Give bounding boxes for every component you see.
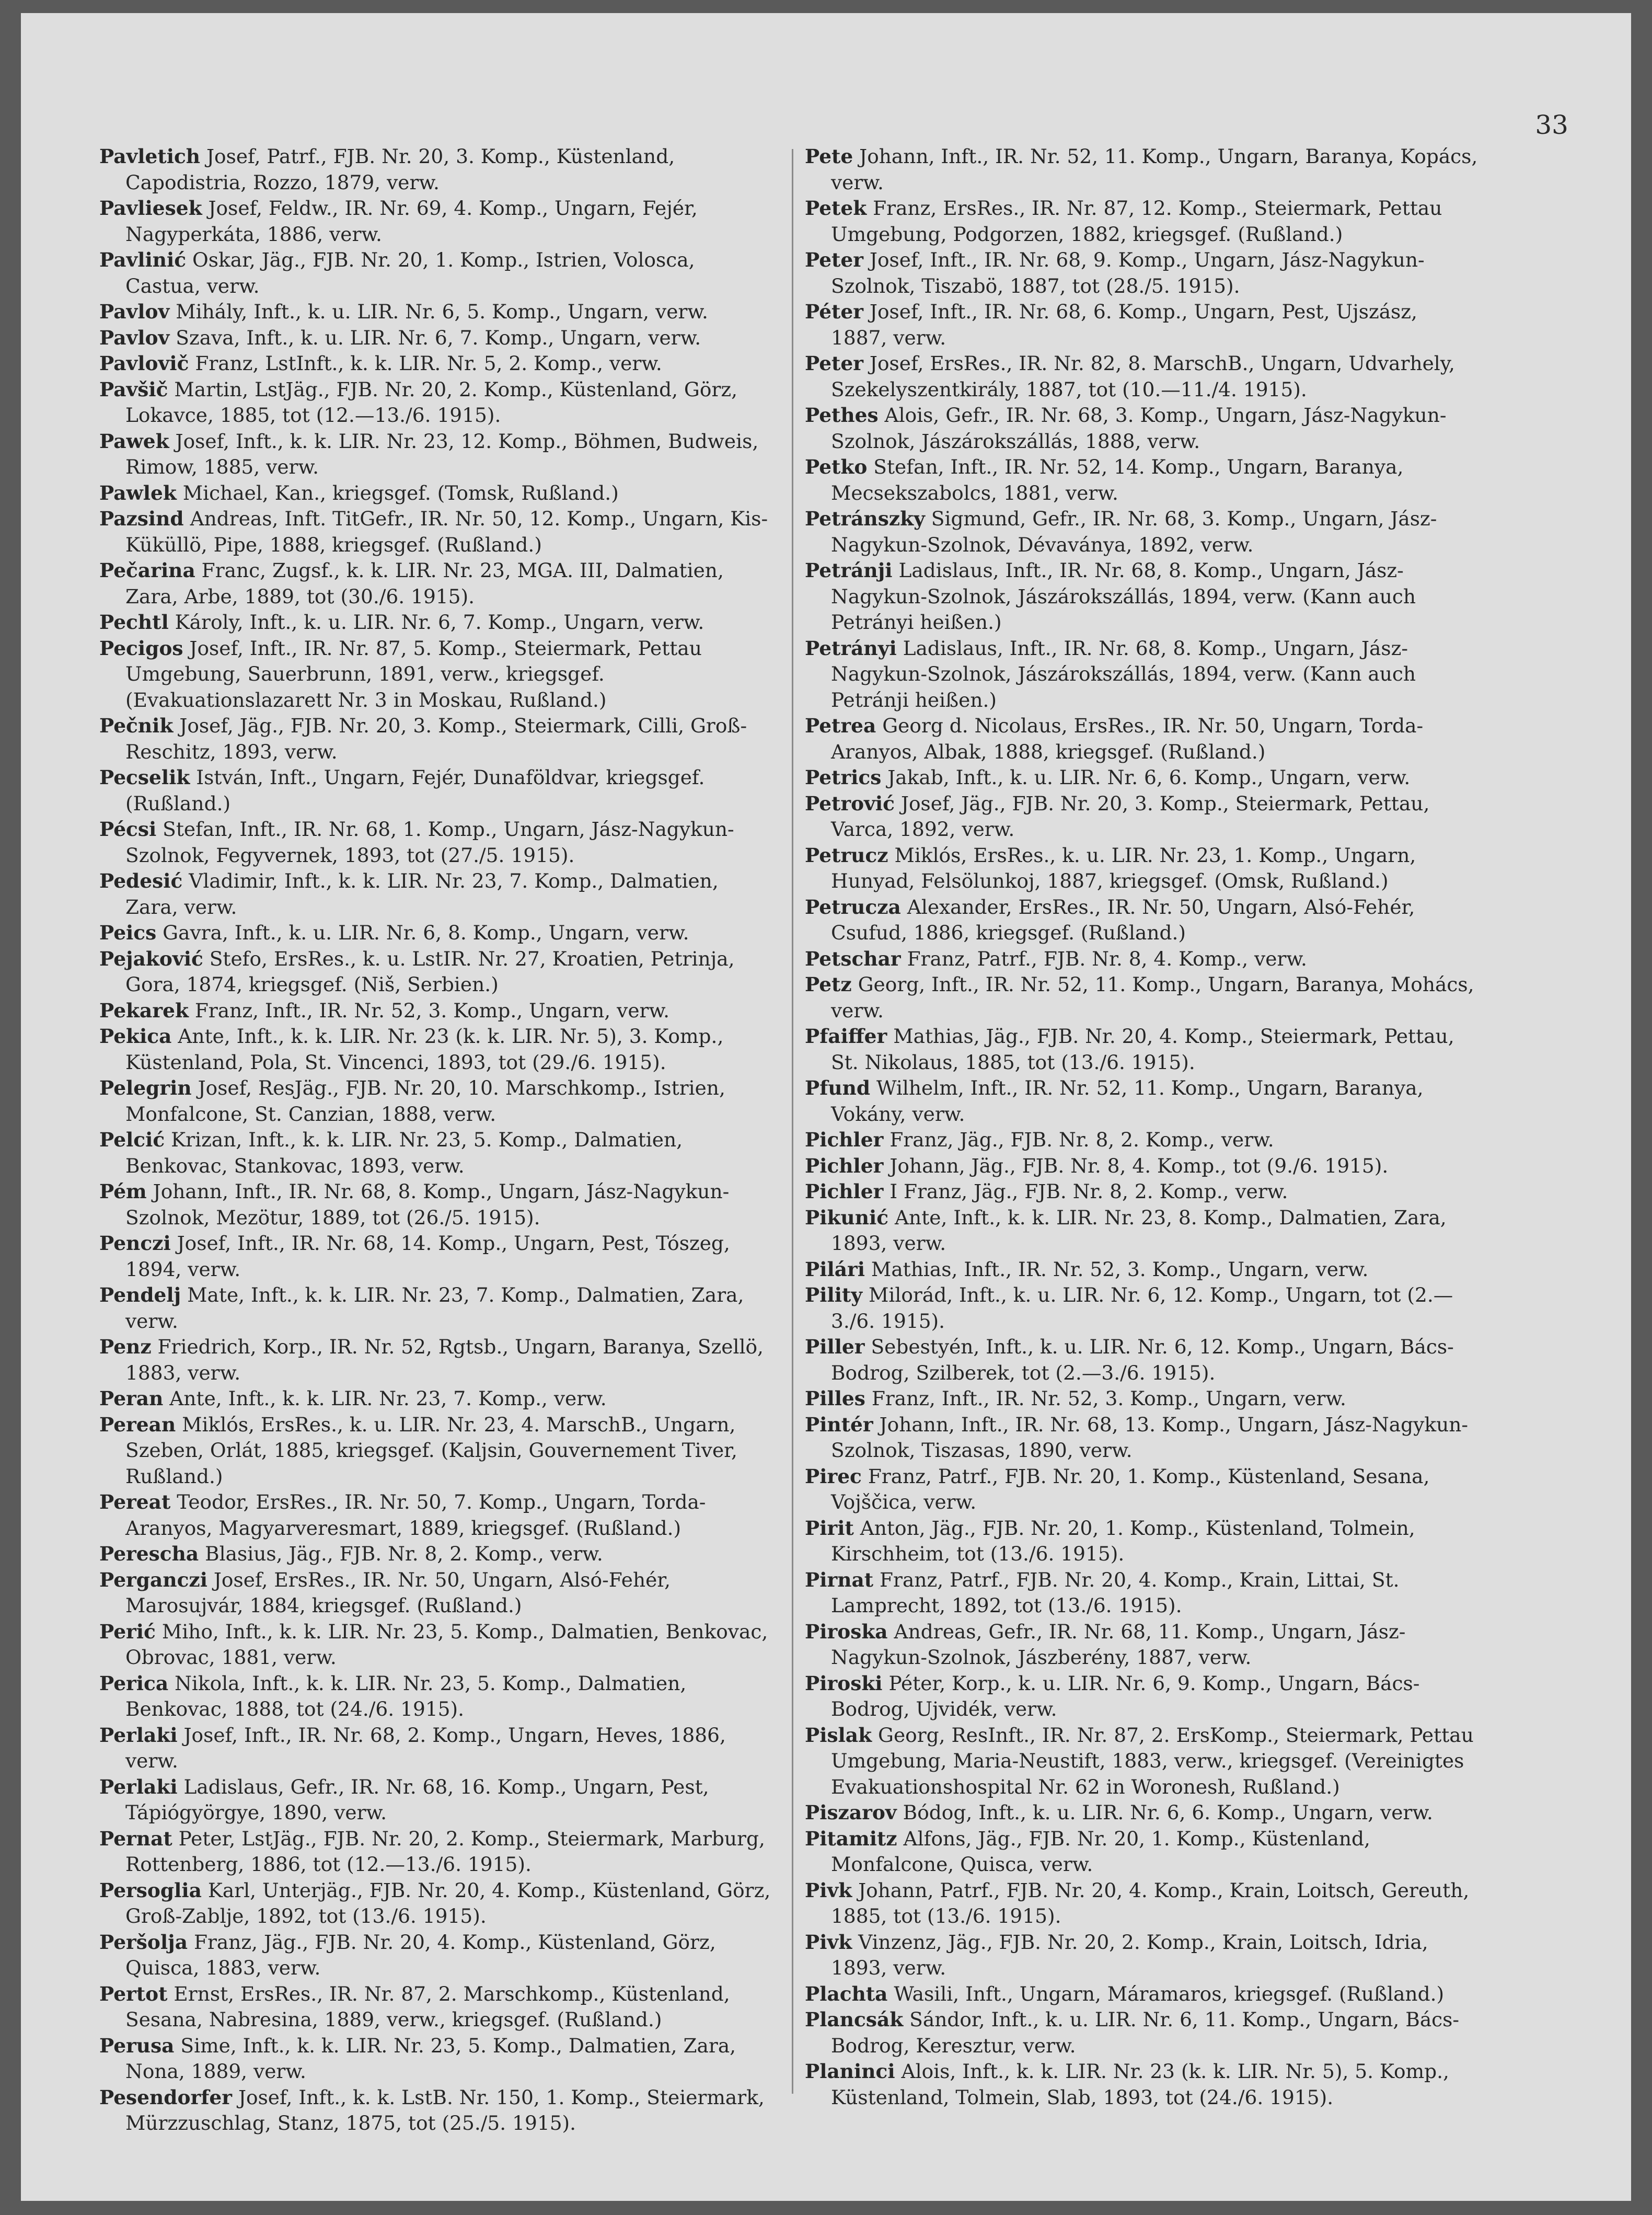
entry-surname: Pekica xyxy=(99,1025,172,1048)
list-item xyxy=(99,299,773,325)
list-item xyxy=(805,558,1479,636)
list-item xyxy=(99,1179,773,1231)
entry-details: Josef, Inft., IR. Nr. 87, 5. Komp., Steiermark, Pettau Umgebung, Sauerbrunn, 1891, verw., kriegsgef. (Evakuationslazarett Nr. 3 in Moskau, Rußland.) xyxy=(125,636,702,711)
entry-details: Wasili, Inft., Ungarn, Máramaros, kriegsgef. (Rußland.) xyxy=(894,1982,1445,2005)
entry-surname: Pendelj xyxy=(99,1283,181,1306)
list-item xyxy=(805,1878,1479,1930)
entry-surname: Pécsi xyxy=(99,818,157,841)
entry-details: Sebestyén, Inft., k. u. LIR. Nr. 6, 12. Komp., Ungarn, Bács-Bodrog, Szilberek, tot (2.—3./6. 1915). xyxy=(831,1335,1454,1384)
list-item xyxy=(99,377,773,429)
list-item xyxy=(805,1386,1479,1412)
entry-details: Alois, Gefr., IR. Nr. 68, 3. Komp., Ungarn, Jász-Nagykun-Szolnok, Jászárokszállás, 1888, verw. xyxy=(831,404,1447,453)
entry-details: Georg, Inft., IR. Nr. 52, 11. Komp., Ungarn, Baranya, Mohács, verw. xyxy=(831,973,1474,1022)
entry-details: I Franz, Jäg., FJB. Nr. 8, 2. Komp., verw. xyxy=(889,1180,1288,1203)
list-item xyxy=(99,946,773,998)
list-item xyxy=(99,817,773,868)
entry-surname: Perusa xyxy=(99,2034,175,2057)
entry-surname: Pedesić xyxy=(99,869,183,892)
list-item xyxy=(805,299,1479,351)
entry-details: Sándor, Inft., k. u. LIR. Nr. 6, 11. Komp., Ungarn, Bács-Bodrog, Keresztur, verw. xyxy=(831,2008,1460,2057)
list-item xyxy=(99,1878,773,1930)
list-item xyxy=(805,946,1479,972)
list-item xyxy=(805,1981,1479,2007)
list-item xyxy=(99,429,773,480)
entry-surname: Pečnik xyxy=(99,714,174,737)
list-item xyxy=(99,247,773,299)
list-item xyxy=(805,972,1479,1024)
entry-details: Károly, Inft., k. u. LIR. Nr. 6, 7. Komp., Ungarn, verw. xyxy=(175,611,704,634)
entry-details: Josef, Patrf., FJB. Nr. 20, 3. Komp., Küstenland, Capodistria, Rozzo, 1879, verw. xyxy=(125,145,675,194)
entry-surname: Pfaiffer xyxy=(805,1025,887,1048)
list-item xyxy=(99,2033,773,2085)
entry-details: Josef, Inft., k. k. LstB. Nr. 150, 1. Komp., Steiermark, Mürzzuschlag, Stanz, 1875, tot (25./5. 1915). xyxy=(125,2085,765,2134)
entry-details: Sigmund, Gefr., IR. Nr. 68, 3. Komp., Ungarn, Jász-Nagykun-Szolnok, Dévaványa, 1892, verw. xyxy=(831,507,1437,556)
entry-details: Peter, LstJäg., FJB. Nr. 20, 2. Komp., Steiermark, Marburg, Rottenberg, 1886, tot (12.—13./6. 1915). xyxy=(125,1827,765,1876)
list-item xyxy=(805,1464,1479,1516)
list-item xyxy=(99,558,773,610)
entry-surname: Pecselik xyxy=(99,766,190,789)
list-item xyxy=(99,1826,773,1878)
list-item xyxy=(99,1231,773,1282)
entry-details: Krizan, Inft., k. k. LIR. Nr. 23, 5. Komp., Dalmatien, Benkovac, Stankovac, 1893, verw. xyxy=(125,1128,683,1177)
list-item xyxy=(99,998,773,1024)
entry-details: Friedrich, Korp., IR. Nr. 52, Rgtsb., Ungarn, Baranya, Szellö, 1883, verw. xyxy=(125,1335,764,1384)
entry-surname: Petránji xyxy=(805,559,893,582)
list-item xyxy=(99,713,773,765)
entry-details: Johann, Patrf., FJB. Nr. 20, 4. Komp., Krain, Loitsch, Gereuth, 1885, tot (13./6. 1915). xyxy=(831,1878,1470,1927)
list-item xyxy=(805,1930,1479,1981)
entry-surname: Pecigos xyxy=(99,636,183,660)
entry-details: Ladislaus, Inft., IR. Nr. 68, 8. Komp., Ungarn, Jász-Nagykun-Szolnok, Jászárokszállás, 1894, verw. (Kann auch Petránji heißen.) xyxy=(831,636,1416,711)
entry-surname: Pichler xyxy=(805,1128,884,1151)
list-item xyxy=(805,1412,1479,1464)
list-item xyxy=(805,506,1479,558)
list-item xyxy=(99,351,773,377)
entry-details: Ernst, ErsRes., IR. Nr. 87, 2. Marschkomp., Küstenland, Sesana, Nabresina, 1889, verw., kriegsgef. (Rußland.) xyxy=(125,1982,730,2031)
entry-surname: Pawek xyxy=(99,429,169,453)
entry-surname: Pete xyxy=(805,145,853,168)
entry-details: Miklós, ErsRes., k. u. LIR. Nr. 23, 1. Komp., Ungarn, Hunyad, Felsölunkoj, 1887, kriegsgef. (Omsk, Rußland.) xyxy=(831,843,1416,892)
entry-surname: Pernat xyxy=(99,1827,172,1850)
entry-details: Karl, Unterjäg., FJB. Nr. 20, 4. Komp., Küstenland, Görz, Groß-Zablje, 1892, tot (13./6. 1915). xyxy=(125,1878,771,1927)
entry-surname: Pechtl xyxy=(99,611,169,634)
list-item xyxy=(99,1981,773,2033)
list-item xyxy=(805,1671,1479,1723)
entry-details: Alfons, Jäg., FJB. Nr. 20, 1. Komp., Küstenland, Monfalcone, Quisca, verw. xyxy=(831,1827,1370,1876)
entry-surname: Pavlinić xyxy=(99,248,187,271)
list-item xyxy=(99,1282,773,1334)
entry-details: Anton, Jäg., FJB. Nr. 20, 1. Komp., Küstenland, Tolmein, Kirschheim, tot (13./6. 1915). xyxy=(831,1516,1415,1565)
list-item xyxy=(805,1075,1479,1127)
entry-surname: Pivk xyxy=(805,1930,852,1954)
entry-surname: Perica xyxy=(99,1671,169,1695)
entry-details: Josef, Jäg., FJB. Nr. 20, 3. Komp., Steiermark, Cilli, Groß-Reschitz, 1893, verw. xyxy=(125,714,747,763)
entry-surname: Petrics xyxy=(805,766,882,789)
entry-details: Georg, ResInft., IR. Nr. 87, 2. ErsKomp., Steiermark, Pettau Umgebung, Maria-Neustift, 1883, verw., kriegsgef. (Vereinigtes Evakuationshospital Nr. 62 in Woronesh, Rußland.) xyxy=(831,1723,1474,1798)
left-column xyxy=(99,144,773,2137)
list-item xyxy=(99,144,773,196)
list-item xyxy=(99,636,773,714)
document-page xyxy=(21,13,1631,2201)
list-item xyxy=(99,610,773,636)
list-item xyxy=(99,1127,773,1179)
entry-details: Oskar, Jäg., FJB. Nr. 20, 1. Komp., Istrien, Volosca, Castua, verw. xyxy=(125,248,695,297)
list-item xyxy=(99,1024,773,1075)
entry-details: Franz, ErsRes., IR. Nr. 87, 12. Komp., Steiermark, Pettau Umgebung, Podgorzen, 1882, kriegsgef. (Rußland.) xyxy=(831,197,1442,246)
entry-surname: Petz xyxy=(805,973,852,996)
entry-details: Mathias, Inft., IR. Nr. 52, 3. Komp., Ungarn, verw. xyxy=(871,1257,1369,1281)
entry-surname: Pethes xyxy=(805,404,879,427)
entry-surname: Petschar xyxy=(805,947,901,970)
list-item xyxy=(99,1671,773,1723)
list-item xyxy=(805,144,1479,196)
entry-surname: Pečarina xyxy=(99,559,195,582)
entry-details: Gavra, Inft., k. u. LIR. Nr. 6, 8. Komp., Ungarn, verw. xyxy=(163,921,689,944)
entry-surname: Pelcić xyxy=(99,1128,165,1151)
entry-details: Jakab, Inft., k. u. LIR. Nr. 6, 6. Komp., Ungarn, verw. xyxy=(887,766,1411,789)
column-divider xyxy=(792,149,793,2094)
entry-details: Ante, Inft., k. k. LIR. Nr. 23 (k. k. LIR. Nr. 5), 3. Komp., Küstenland, Pola, St. Vincenci, 1893, tot (29./6. 1915). xyxy=(125,1025,724,1074)
entry-surname: Pitamitz xyxy=(805,1827,897,1850)
entry-details: Stefo, ErsRes., k. u. LstIR. Nr. 27, Kroatien, Petrinja, Gora, 1874, kriegsgef. (Niš, Serbien.) xyxy=(125,947,735,996)
entry-surname: Pém xyxy=(99,1180,147,1203)
entry-details: Teodor, ErsRes., IR. Nr. 50, 7. Komp., Ungarn, Torda-Aranyos, Magyarveresmart, 1889, kriegsgef. (Rußland.) xyxy=(125,1490,706,1540)
entry-details: Andreas, Gefr., IR. Nr. 68, 11. Komp., Ungarn, Jász-Nagykun-Szolnok, Jászberény, 1887, verw. xyxy=(831,1620,1406,1669)
entry-surname: Petrea xyxy=(805,714,876,737)
entry-details: Miho, Inft., k. k. LIR. Nr. 23, 5. Komp., Dalmatien, Benkovac, Obrovac, 1881, verw. xyxy=(125,1620,768,1669)
entry-surname: Perean xyxy=(99,1413,176,1436)
entry-surname: Pilári xyxy=(805,1257,865,1281)
entry-details: Johann, Inft., IR. Nr. 52, 11. Komp., Ungarn, Baranya, Kopács, verw. xyxy=(831,145,1478,194)
entry-details: Josef, Inft., IR. Nr. 68, 6. Komp., Ungarn, Pest, Ujszász, 1887, verw. xyxy=(831,300,1417,349)
list-item xyxy=(99,1567,773,1619)
entry-surname: Pichler xyxy=(805,1154,884,1177)
list-item xyxy=(805,247,1479,299)
entry-details: Péter, Korp., k. u. LIR. Nr. 6, 9. Komp., Ungarn, Bács-Bodrog, Ujvidék, verw. xyxy=(831,1671,1420,1720)
entry-surname: Pavlov xyxy=(99,300,170,323)
entry-surname: Plachta xyxy=(805,1982,888,2005)
list-item xyxy=(805,351,1479,403)
entry-details: Sime, Inft., k. k. LIR. Nr. 23, 5. Komp., Dalmatien, Zara, Nona, 1889, verw. xyxy=(125,2034,736,2083)
list-item xyxy=(805,454,1479,506)
list-item xyxy=(99,1541,773,1567)
entry-details: Andreas, Inft. TitGefr., IR. Nr. 50, 12. Komp., Ungarn, Kis-Küküllö, Pipe, 1888, kriegsgef. (Rußland.) xyxy=(125,507,768,556)
entry-surname: Pintér xyxy=(805,1413,873,1436)
entry-surname: Pelegrin xyxy=(99,1076,192,1099)
entry-details: Josef, ErsRes., IR. Nr. 82, 8. MarschB., Ungarn, Udvarhely, Szekelyszentkirály, 1887, tot (10.—11./4. 1915). xyxy=(831,352,1455,401)
entry-details: Nikola, Inft., k. k. LIR. Nr. 23, 5. Komp., Dalmatien, Benkovac, 1888, tot (24./6. 1915). xyxy=(125,1671,687,1720)
list-item xyxy=(805,1024,1479,1075)
entry-details: Franz, Patrf., FJB. Nr. 20, 1. Komp., Küstenland, Sesana, Vojščica, verw. xyxy=(831,1464,1430,1513)
entry-surname: Pesendorfer xyxy=(99,2085,233,2109)
list-item xyxy=(805,1282,1479,1334)
entry-surname: Pirit xyxy=(805,1516,854,1540)
entry-details: Franz, LstInft., k. k. LIR. Nr. 5, 2. Komp., verw. xyxy=(195,352,662,375)
entry-surname: Persoglia xyxy=(99,1878,202,1902)
entry-details: Ladislaus, Gefr., IR. Nr. 68, 16. Komp., Ungarn, Pest, Tápiógyörgye, 1890, verw. xyxy=(125,1775,709,1824)
list-item xyxy=(99,1930,773,1981)
entry-details: Vladimir, Inft., k. k. LIR. Nr. 23, 7. Komp., Dalmatien, Zara, verw. xyxy=(125,869,719,919)
entry-surname: Pikunić xyxy=(805,1206,889,1229)
list-item xyxy=(99,1489,773,1541)
list-item xyxy=(805,2059,1479,2110)
list-item xyxy=(805,843,1479,894)
entry-details: István, Inft., Ungarn, Fejér, Dunaföldvar, kriegsgef. (Rußland.) xyxy=(125,766,705,815)
list-item xyxy=(99,868,773,920)
entry-surname: Piroski xyxy=(805,1671,883,1695)
entry-surname: Perić xyxy=(99,1620,156,1643)
entry-details: Franz, Jäg., FJB. Nr. 20, 4. Komp., Küstenland, Görz, Quisca, 1883, verw. xyxy=(125,1930,716,1979)
entry-surname: Pekarek xyxy=(99,999,189,1022)
entry-surname: Plancsák xyxy=(805,2008,904,2031)
entry-surname: Penz xyxy=(99,1335,152,1358)
entry-details: Alois, Inft., k. k. LIR. Nr. 23 (k. k. LIR. Nr. 5), 5. Komp., Küstenland, Tolmein, Slab, 1893, tot (24./6. 1915). xyxy=(831,2060,1449,2109)
entry-details: Michael, Kan., kriegsgef. (Tomsk, Rußland.) xyxy=(182,481,619,504)
list-item xyxy=(99,506,773,558)
entry-surname: Pichler xyxy=(805,1180,884,1203)
list-item xyxy=(99,920,773,946)
entry-surname: Petrucz xyxy=(805,843,888,867)
entry-surname: Pavšič xyxy=(99,377,168,401)
list-item xyxy=(805,1205,1479,1257)
list-item xyxy=(805,1334,1479,1386)
entry-details: Franc, Zugsf., k. k. LIR. Nr. 23, MGA. III, Dalmatien, Zara, Arbe, 1889, tot (30./6. 1915). xyxy=(125,559,724,608)
entry-surname: Pawlek xyxy=(99,481,177,504)
entry-surname: Pertot xyxy=(99,1982,168,2005)
entry-details: Franz, Jäg., FJB. Nr. 8, 2. Komp., verw. xyxy=(889,1128,1274,1151)
entry-surname: Petrucza xyxy=(805,895,901,919)
entry-details: Josef, Inft., IR. Nr. 68, 2. Komp., Ungarn, Heves, 1886, verw. xyxy=(125,1723,726,1772)
entry-details: Franz, Patrf., FJB. Nr. 20, 4. Komp., Krain, Littai, St. Lamprecht, 1892, tot (13./6. 1915). xyxy=(831,1568,1400,1617)
entry-details: Blasius, Jäg., FJB. Nr. 8, 2. Komp., verw. xyxy=(205,1542,603,1565)
list-item xyxy=(99,1386,773,1412)
entry-surname: Petko xyxy=(805,455,868,478)
entry-details: Franz, Inft., IR. Nr. 52, 3. Komp., Ungarn, verw. xyxy=(871,1387,1346,1410)
entry-details: Josef, Inft., k. k. LIR. Nr. 23, 12. Komp., Böhmen, Budweis, Rimow, 1885, verw. xyxy=(125,429,759,478)
entry-details: Milorád, Inft., k. u. LIR. Nr. 6, 12. Komp., Ungarn, tot (2.—3./6. 1915). xyxy=(831,1283,1453,1333)
entry-surname: Perganczi xyxy=(99,1568,207,1591)
list-item xyxy=(99,1723,773,1774)
list-item xyxy=(805,1153,1479,1179)
entry-surname: Peter xyxy=(805,248,863,271)
entry-details: Vinzenz, Jäg., FJB. Nr. 20, 2. Komp., Krain, Loitsch, Idria, 1893, verw. xyxy=(831,1930,1428,1979)
entry-surname: Peršolja xyxy=(99,1930,188,1954)
entry-surname: Pirnat xyxy=(805,1568,874,1591)
list-item xyxy=(805,1179,1479,1205)
entry-details: Stefan, Inft., IR. Nr. 52, 14. Komp., Ungarn, Baranya, Mecsekszabolcs, 1881, verw. xyxy=(831,455,1404,504)
entry-surname: Petek xyxy=(805,197,867,220)
entry-details: Bódog, Inft., k. u. LIR. Nr. 6, 6. Komp., Ungarn, verw. xyxy=(903,1801,1433,1824)
entry-surname: Planinci xyxy=(805,2060,895,2083)
list-item xyxy=(99,480,773,507)
entry-details: Stefan, Inft., IR. Nr. 68, 1. Komp., Ungarn, Jász-Nagykun-Szolnok, Fegyvernek, 1893, tot (27./5. 1915). xyxy=(125,818,734,867)
entry-surname: Piller xyxy=(805,1335,865,1358)
entry-details: Josef, Jäg., FJB. Nr. 20, 3. Komp., Steiermark, Pettau, Varca, 1892, verw. xyxy=(831,791,1430,841)
list-item xyxy=(805,196,1479,247)
entry-details: Josef, ResJäg., FJB. Nr. 20, 10. Marschkomp., Istrien, Monfalcone, St. Canzian, 1888, verw. xyxy=(125,1076,725,1126)
entry-surname: Pavlovič xyxy=(99,352,189,375)
entry-surname: Peter xyxy=(805,352,863,375)
entry-surname: Penczi xyxy=(99,1232,171,1255)
entry-details: Miklós, ErsRes., k. u. LIR. Nr. 23, 4. MarschB., Ungarn, Szeben, Orlát, 1885, kriegsgef. (Kaljsin, Gouvernement Tiver, Rußland.) xyxy=(125,1413,737,1488)
list-item xyxy=(805,894,1479,946)
entry-surname: Pavlov xyxy=(99,326,170,349)
entry-surname: Pilles xyxy=(805,1387,865,1410)
list-item xyxy=(805,1127,1479,1153)
entry-surname: Pislak xyxy=(805,1723,872,1747)
entry-surname: Pavliesek xyxy=(99,197,202,220)
list-item xyxy=(805,1826,1479,1878)
entry-details: Martin, LstJäg., FJB. Nr. 20, 2. Komp., Küstenland, Görz, Lokavce, 1885, tot (12.—13./6. 1915). xyxy=(125,377,738,427)
entry-surname: Perescha xyxy=(99,1542,199,1565)
entry-details: Wilhelm, Inft., IR. Nr. 52, 11. Komp., Ungarn, Baranya, Vokány, verw. xyxy=(831,1076,1424,1126)
entry-details: Josef, Feldw., IR. Nr. 69, 4. Komp., Ungarn, Fejér, Nagyperkáta, 1886, verw. xyxy=(125,197,698,246)
entry-surname: Perlaki xyxy=(99,1723,178,1747)
entry-details: Alexander, ErsRes., IR. Nr. 50, Ungarn, Alsó-Fehér, Csufud, 1886, kriegsgef. (Rußland.) xyxy=(831,895,1415,944)
entry-details: Mihály, Inft., k. u. LIR. Nr. 6, 5. Komp., Ungarn, verw. xyxy=(176,300,708,323)
entry-details: Szava, Inft., k. u. LIR. Nr. 6, 7. Komp., Ungarn, verw. xyxy=(176,326,701,349)
list-item xyxy=(99,196,773,247)
entry-surname: Pirec xyxy=(805,1464,862,1488)
entry-details: Mate, Inft., k. k. LIR. Nr. 23, 7. Komp., Dalmatien, Zara, verw. xyxy=(125,1283,744,1333)
entry-details: Josef, ErsRes., IR. Nr. 50, Ungarn, Alsó-Fehér, Marosujvár, 1884, kriegsgef. (Rußland.) xyxy=(125,1568,671,1617)
entry-details: Josef, Inft., IR. Nr. 68, 14. Komp., Ungarn, Pest, Tószeg, 1894, verw. xyxy=(125,1232,730,1281)
entry-details: Franz, Patrf., FJB. Nr. 8, 4. Komp., verw. xyxy=(907,947,1307,970)
entry-surname: Piroska xyxy=(805,1620,888,1643)
entry-details: Mathias, Jäg., FJB. Nr. 20, 4. Komp., Steiermark, Pettau, St. Nikolaus, 1885, tot (13./6. 1915). xyxy=(831,1025,1454,1074)
list-item xyxy=(805,1619,1479,1671)
entry-details: Johann, Inft., IR. Nr. 68, 8. Komp., Ungarn, Jász-Nagykun-Szolnok, Mezötur, 1889, tot (26./5. 1915). xyxy=(125,1180,730,1229)
entry-details: Ladislaus, Inft., IR. Nr. 68, 8. Komp., Ungarn, Jász-Nagykun-Szolnok, Jászárokszállás, 1894, verw. (Kann auch Petrányi heißen.) xyxy=(831,559,1416,634)
page-number: 33 xyxy=(1535,110,1568,140)
list-item xyxy=(99,1619,773,1671)
list-item xyxy=(805,1516,1479,1567)
entry-surname: Pavletich xyxy=(99,145,201,168)
list-item xyxy=(805,791,1479,843)
entry-surname: Petránszky xyxy=(805,507,925,530)
list-item xyxy=(99,1075,773,1127)
list-item xyxy=(805,1723,1479,1800)
list-item xyxy=(99,1774,773,1826)
entry-details: Georg d. Nicolaus, ErsRes., IR. Nr. 50, Ungarn, Torda-Aranyos, Albak, 1888, kriegsgef. (Rußland.) xyxy=(831,714,1424,763)
entry-surname: Petrányi xyxy=(805,636,897,660)
entry-surname: Pivk xyxy=(805,1878,852,1902)
list-item xyxy=(805,636,1479,714)
entry-details: Ante, Inft., k. k. LIR. Nr. 23, 7. Komp., verw. xyxy=(169,1387,607,1410)
entry-surname: Petrović xyxy=(805,791,895,815)
entry-details: Ante, Inft., k. k. LIR. Nr. 23, 8. Komp., Dalmatien, Zara, 1893, verw. xyxy=(831,1206,1447,1255)
list-item xyxy=(805,1257,1479,1283)
entry-surname: Pejaković xyxy=(99,947,203,970)
list-item xyxy=(805,2007,1479,2059)
list-item xyxy=(805,1567,1479,1619)
entry-surname: Pereat xyxy=(99,1490,171,1513)
entry-surname: Péter xyxy=(805,300,863,323)
entry-surname: Pility xyxy=(805,1283,863,1306)
entry-details: Franz, Inft., IR. Nr. 52, 3. Komp., Ungarn, verw. xyxy=(194,999,670,1022)
list-item xyxy=(805,765,1479,791)
entry-surname: Perlaki xyxy=(99,1775,178,1798)
list-item xyxy=(99,1412,773,1490)
list-item xyxy=(99,325,773,351)
list-item xyxy=(805,1800,1479,1826)
entry-surname: Peran xyxy=(99,1387,164,1410)
entry-details: Johann, Inft., IR. Nr. 68, 13. Komp., Ungarn, Jász-Nagykun-Szolnok, Tiszasas, 1890, verw. xyxy=(831,1413,1469,1462)
entry-details: Josef, Inft., IR. Nr. 68, 9. Komp., Ungarn, Jász-Nagykun-Szolnok, Tiszabö, 1887, tot (28./5. 1915). xyxy=(831,248,1425,297)
entry-surname: Peics xyxy=(99,921,157,944)
list-item xyxy=(99,1334,773,1386)
list-item xyxy=(99,765,773,817)
list-item xyxy=(99,2085,773,2137)
entry-surname: Piszarov xyxy=(805,1801,897,1824)
entry-surname: Pazsind xyxy=(99,507,184,530)
entry-surname: Pfund xyxy=(805,1076,871,1099)
entry-details: Johann, Jäg., FJB. Nr. 8, 4. Komp., tot (9./6. 1915). xyxy=(889,1154,1389,1177)
right-column xyxy=(805,144,1479,2110)
list-item xyxy=(805,403,1479,454)
list-item xyxy=(805,713,1479,765)
